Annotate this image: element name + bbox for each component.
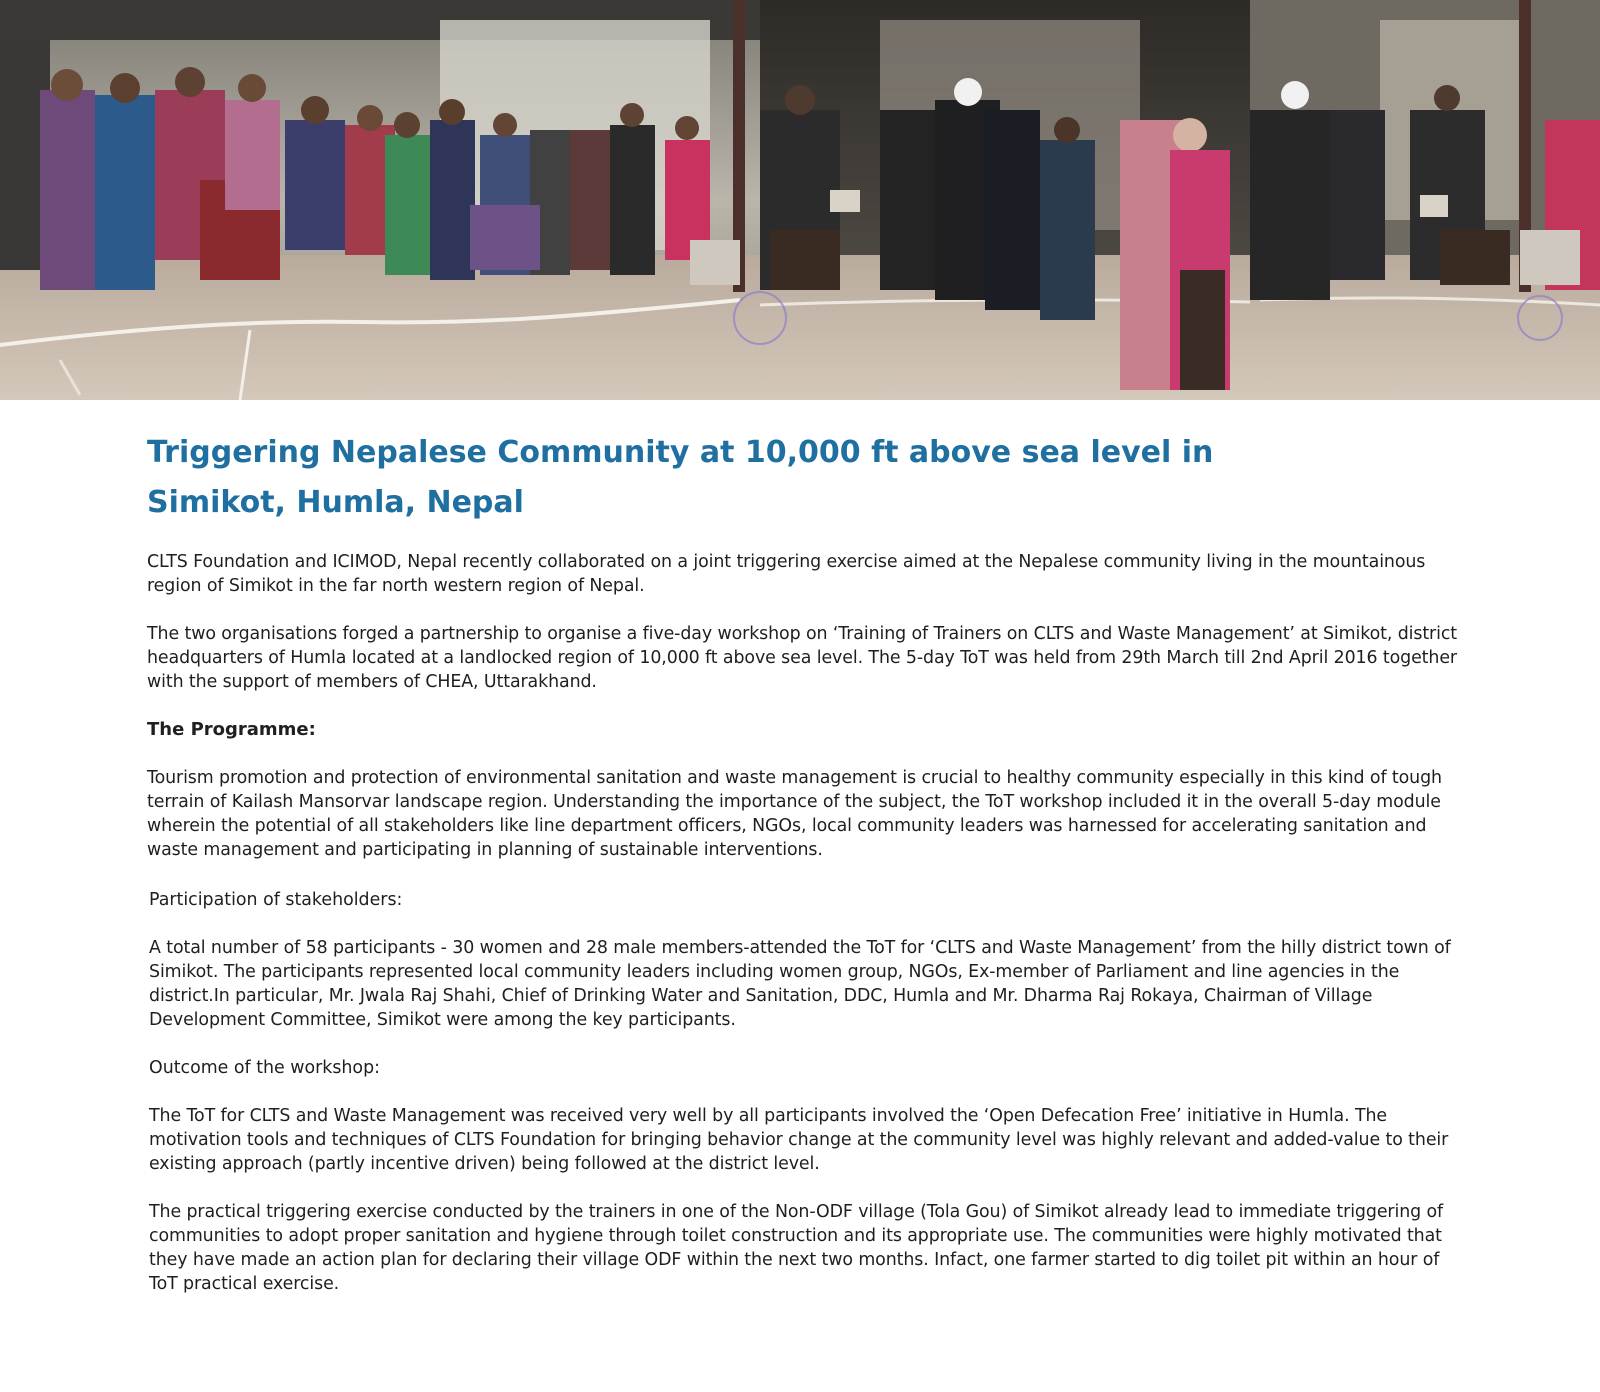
article-intro bbox=[147, 428, 1467, 862]
programme-paragraph: Tourism promotion and protection of environmental sanitation and waste management is crucial to healthy community especially in this kind of tough terrain of Kailash Mansorvar landscape region. Understanding the importance of the subject, the ToT workshop included it in the overall 5-day module wherein the potential of all stakeholders like line department officers, NGOs, local community leaders was harnessed for accelerating sanitation and waste management and participating in planning of sustainable interventions. bbox=[147, 768, 1442, 860]
outcome-paragraph-2: The practical triggering exercise conducted by the trainers in one of the Non-ODF village (Tola Gou) of Simikot already lead to immediate triggering of communities to adopt proper sanitation and hygiene through toilet construction and its appropriate use. The communities were highly motivated that they have made an action plan for declaring their village ODF within the next two months. Infact, one farmer started to dig toilet pit within an hour of ToT practical exercise. bbox=[149, 1202, 1444, 1294]
programme-heading: The Programme: bbox=[147, 719, 316, 740]
participation-heading: Participation of stakeholders: bbox=[149, 890, 403, 910]
intro-paragraph-1: CLTS Foundation and ICIMOD, Nepal recently collaborated on a joint triggering exercise aimed at the Nepalese community living in the mountainous region of Simikot in the far north western region of Nepal. bbox=[147, 552, 1426, 596]
article-details bbox=[149, 888, 1469, 1296]
outcome-heading: Outcome of the workshop: bbox=[149, 1058, 380, 1078]
banner-photo bbox=[0, 0, 1600, 400]
article-title: Triggering Nepalese Community at 10,000 ft above sea level in Simikot, Humla, Nepal bbox=[147, 435, 1214, 520]
intro-paragraph-2: The two organisations forged a partnership to organise a five-day workshop on ‘Training of Trainers on CLTS and Waste Management’ at Simikot, district headquarters of Humla located at a landlocked region of 10,000 ft above sea level. The 5-day ToT was held from 29th March till 2nd April 2016 together with the support of members of CHEA, Uttarakhand. bbox=[147, 624, 1458, 692]
outcome-paragraph-1: The ToT for CLTS and Waste Management was received very well by all participants involved the ‘Open Defecation Free’ initiative in Humla. The motivation tools and techniques of CLTS Foundation for bringing behavior change at the community level was highly relevant and added-value to their existing approach (partly incentive driven) being followed at the district level. bbox=[149, 1106, 1449, 1174]
participation-paragraph: A total number of 58 participants - 30 women and 28 male members-attended the ToT for ‘CLTS and Waste Management’ from the hilly district town of Simikot. The participants represented local community leaders including women group, NGOs, Ex-member of Parliament and line agencies in the district.In particular, Mr. Jwala Raj Shahi, Chief of Drinking Water and Sanitation, DDC, Humla and Mr. Dharma Raj Rokaya, Chairman of Village Development Committee, Simikot were among the key participants. bbox=[149, 938, 1451, 1030]
